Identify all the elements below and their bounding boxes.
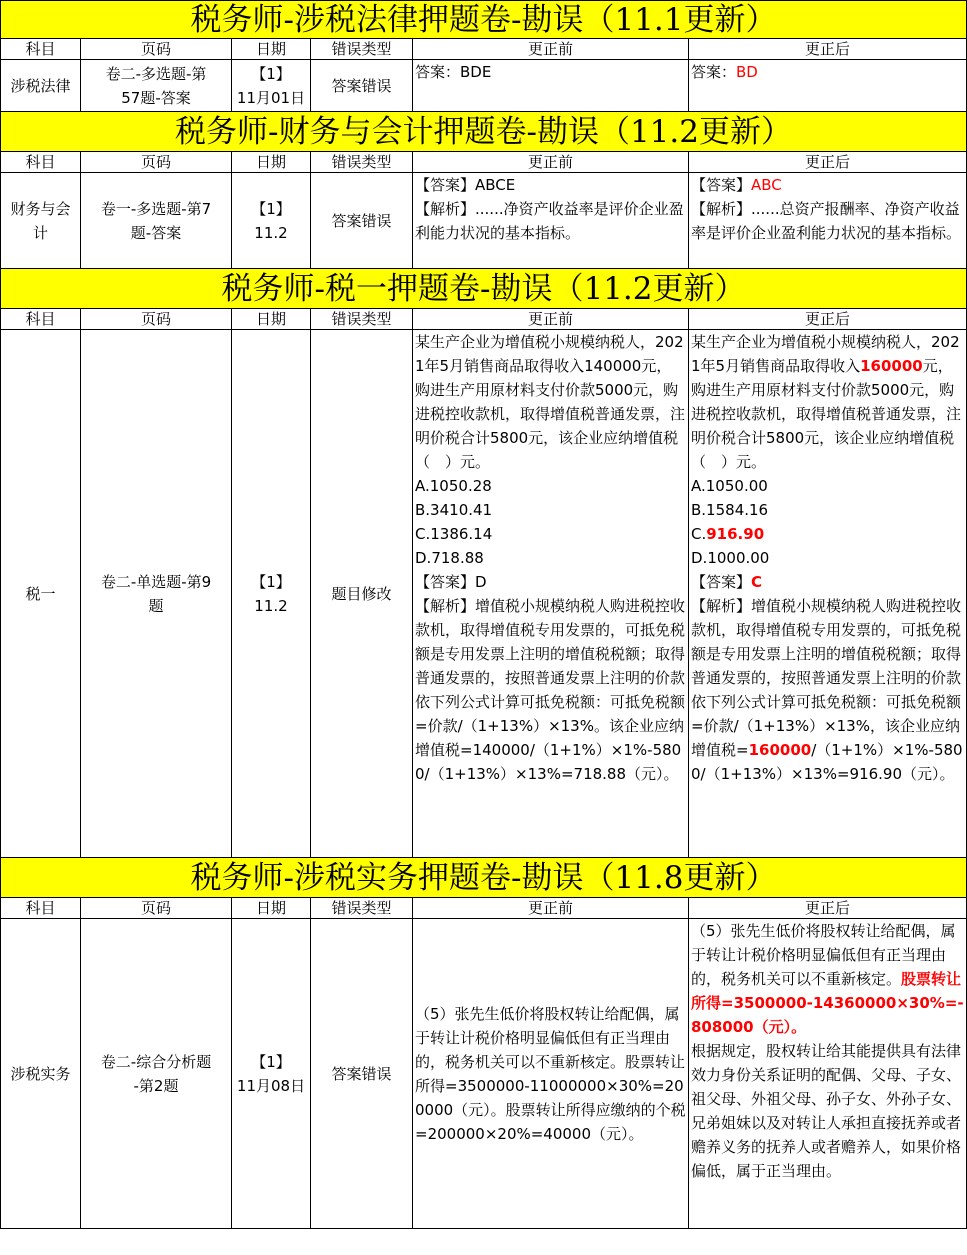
page-line: 卷二-单选题-第9 bbox=[100, 572, 212, 591]
page-line: 卷二-综合分析题 bbox=[100, 1052, 212, 1071]
after-cell bbox=[689, 919, 967, 1229]
date-cell bbox=[232, 60, 311, 112]
answer-line: 【答案】D bbox=[415, 573, 487, 591]
header-page: 页码 bbox=[81, 39, 232, 60]
subject-cell: 涉税实务 bbox=[1, 919, 81, 1229]
header-after: 更正后 bbox=[689, 152, 967, 173]
subject-cell bbox=[1, 173, 81, 269]
header-row bbox=[1, 898, 967, 919]
header-row bbox=[1, 309, 967, 330]
option-c: C.1386.14 bbox=[415, 525, 493, 543]
error-type-cell: 题目修改 bbox=[311, 330, 413, 858]
date-line: 【1】 bbox=[251, 1052, 291, 1071]
header-subject: 科目 bbox=[1, 898, 81, 919]
option-d: D.1000.00 bbox=[691, 549, 770, 567]
header-after: 更正后 bbox=[689, 39, 967, 60]
page-line: 题-答案 bbox=[130, 223, 182, 242]
date-line: 11月01日 bbox=[236, 88, 306, 107]
table-row bbox=[1, 330, 967, 858]
header-error-type: 错误类型 bbox=[311, 152, 413, 173]
after-cell bbox=[689, 173, 967, 269]
corrected-text: 160000 bbox=[860, 357, 923, 375]
date-line: 【1】 bbox=[251, 64, 291, 83]
date-line: 11月08日 bbox=[236, 1076, 306, 1095]
section-title: 税务师-涉税实务押题卷-勘误（11.8更新） bbox=[1, 858, 967, 898]
header-row bbox=[1, 152, 967, 173]
option-d: D.718.88 bbox=[415, 549, 484, 567]
section-banner bbox=[1, 858, 967, 898]
date-line: 11.2 bbox=[254, 596, 288, 615]
table-row bbox=[1, 60, 967, 112]
header-error-type: 错误类型 bbox=[311, 39, 413, 60]
error-type-cell: 答案错误 bbox=[311, 60, 413, 112]
subject-line: 财务与会 bbox=[10, 199, 71, 218]
header-date: 日期 bbox=[232, 309, 311, 330]
section-banner bbox=[1, 112, 967, 152]
subject-line: 计 bbox=[32, 223, 48, 242]
table-row bbox=[1, 173, 967, 269]
header-after: 更正后 bbox=[689, 898, 967, 919]
answer-line bbox=[691, 570, 964, 594]
option-c bbox=[691, 522, 964, 546]
page-line: 题 bbox=[148, 596, 164, 615]
header-error-type: 错误类型 bbox=[311, 309, 413, 330]
answer-line bbox=[691, 173, 964, 197]
error-type-cell: 答案错误 bbox=[311, 173, 413, 269]
rule-text: 根据规定，股权转让给其能提供具有法律效力身份关系证明的配偶、父母、子女、祖父母、外祖父母、孙子女、外孙子女、兄弟姐妹以及对转让人承担直接抚养或者赡养义务的抚养人或者赡养人，如果价格偏低，属于正当理由。 bbox=[691, 1042, 962, 1180]
header-subject: 科目 bbox=[1, 152, 81, 173]
after-cell bbox=[689, 330, 967, 858]
answer-line: 【答案】ABCE bbox=[415, 176, 516, 194]
option-a: A.1050.00 bbox=[691, 477, 768, 495]
corrected-text: 916.90 bbox=[706, 525, 765, 543]
corrected-text: C bbox=[751, 573, 763, 591]
header-date: 日期 bbox=[232, 39, 311, 60]
header-page: 页码 bbox=[81, 152, 232, 173]
date-cell bbox=[232, 173, 311, 269]
section-title: 税务师-涉税法律押题卷-勘误（11.1更新） bbox=[1, 1, 967, 39]
header-date: 日期 bbox=[232, 898, 311, 919]
section-title: 税务师-税一押题卷-勘误（11.2更新） bbox=[1, 269, 967, 309]
subject-cell: 涉税法律 bbox=[1, 60, 81, 112]
analysis-part: 【解析】增值税小规模纳税人购进税控收款机，取得增值税专用发票的，可抵免税额是专用发票上注明的增值税税额；取得普通发票的，按照普通发票上注明的价款依下列公式计算可抵免税额：可抵免税额=价款/（1+13%）×13%，该企业应纳增值税= bbox=[691, 597, 962, 759]
corrected-text: 股票转让所得=3500000-14360000×30%=-808000（元）。 bbox=[691, 970, 964, 1036]
page-line: 57题-答案 bbox=[121, 88, 191, 107]
answer-prefix: 【答案】 bbox=[691, 176, 752, 194]
option-b: B.3410.41 bbox=[415, 501, 493, 519]
page-line: -第2题 bbox=[133, 1076, 179, 1095]
subject-cell: 税一 bbox=[1, 330, 81, 858]
header-before: 更正前 bbox=[413, 898, 689, 919]
header-subject: 科目 bbox=[1, 309, 81, 330]
corrected-text: BD bbox=[736, 63, 758, 81]
page-cell bbox=[81, 60, 232, 112]
header-before: 更正前 bbox=[413, 309, 689, 330]
error-type-cell: 答案错误 bbox=[311, 919, 413, 1229]
question-stem: 某生产企业为增值税小规模纳税人，2021年5月销售商品取得收入140000元，购进生产用原材料支付价款5000元，购进税控收款机，取得增值税普通发票，注明价税合计5800元，该企业应纳增值税（ ）元。 bbox=[415, 333, 686, 471]
header-page: 页码 bbox=[81, 309, 232, 330]
option-b: B.1584.16 bbox=[691, 501, 769, 519]
analysis-text: 【解析】......净资产收益率是评价企业盈利能力状况的基本指标。 bbox=[415, 200, 684, 242]
after-text: （5）张先生低价将股权转让给配偶，属于转让计税价格明显偏低但有正当理由的，税务机关可以不重新核定。 bbox=[691, 922, 956, 988]
header-error-type: 错误类型 bbox=[311, 898, 413, 919]
section-title: 税务师-财务与会计押题卷-勘误（11.2更新） bbox=[1, 112, 967, 152]
header-after: 更正后 bbox=[689, 309, 967, 330]
option-a: A.1050.28 bbox=[415, 477, 492, 495]
question-stem bbox=[691, 330, 964, 474]
before-cell: 答案：BDE bbox=[413, 60, 689, 112]
answer-prefix: 【答案】 bbox=[691, 573, 752, 591]
corrected-text: ABC bbox=[751, 176, 782, 194]
stem-text: 元，购进生产用原材料支付价款5000元，购进税控收款机，取得增值税普通发票，注明价税合计5800元，该企业应纳增值税（ ）元。 bbox=[691, 357, 962, 471]
date-cell bbox=[232, 919, 311, 1229]
analysis-part: /（1+1%）×1%-5800/（1+13%）×13%=916.90（元）。 bbox=[691, 741, 963, 783]
page-line: 卷一-多选题-第7 bbox=[100, 199, 212, 218]
date-cell bbox=[232, 330, 311, 858]
section-banner bbox=[1, 269, 967, 309]
before-cell: （5）张先生低价将股权转让给配偶，属于转让计税价格明显偏低但有正当理由的，税务机关可以不重新核定。股票转让所得=3500000-11000000×30%=200000（元）。股票转让所得应缴纳的个税=200000×20%=40000（元）。 bbox=[413, 919, 689, 1229]
analysis-text: 【解析】......总资产报酬率、净资产收益率是评价企业盈利能力状况的基本指标。 bbox=[691, 200, 962, 242]
after-text: 答案： bbox=[691, 63, 737, 81]
analysis-text bbox=[691, 594, 964, 786]
header-page: 页码 bbox=[81, 898, 232, 919]
analysis-text: 【解析】增值税小规模纳税人购进税控收款机，取得增值税专用发票的，可抵免税额是专用发票上注明的增值税税额；取得普通发票的，按照普通发票上注明的价款依下列公式计算可抵免税额：可抵免税额=价款/（1+13%）×13%。该企业应纳增值税=140000/（1+1%）×1%-5800/（1+13%）×13%=718.88（元）。 bbox=[415, 597, 686, 783]
header-date: 日期 bbox=[232, 152, 311, 173]
section-banner bbox=[1, 1, 967, 39]
stem-text: 某生产企业为增值税小规模纳税人，2021年5月销售商品取得收入 bbox=[691, 333, 960, 375]
corrected-text: 160000 bbox=[748, 741, 812, 759]
table-row bbox=[1, 919, 967, 1229]
before-cell bbox=[413, 173, 689, 269]
date-line: 11.2 bbox=[254, 223, 288, 242]
header-row bbox=[1, 39, 967, 60]
page-line: 卷二-多选题-第 bbox=[105, 64, 207, 83]
date-line: 【1】 bbox=[251, 199, 291, 218]
header-before: 更正前 bbox=[413, 39, 689, 60]
after-cell bbox=[689, 60, 967, 112]
page-cell bbox=[81, 173, 232, 269]
header-subject: 科目 bbox=[1, 39, 81, 60]
before-cell bbox=[413, 330, 689, 858]
date-line: 【1】 bbox=[251, 572, 291, 591]
header-before: 更正前 bbox=[413, 152, 689, 173]
page-cell bbox=[81, 330, 232, 858]
option-prefix: C. bbox=[691, 525, 707, 543]
page-cell bbox=[81, 919, 232, 1229]
